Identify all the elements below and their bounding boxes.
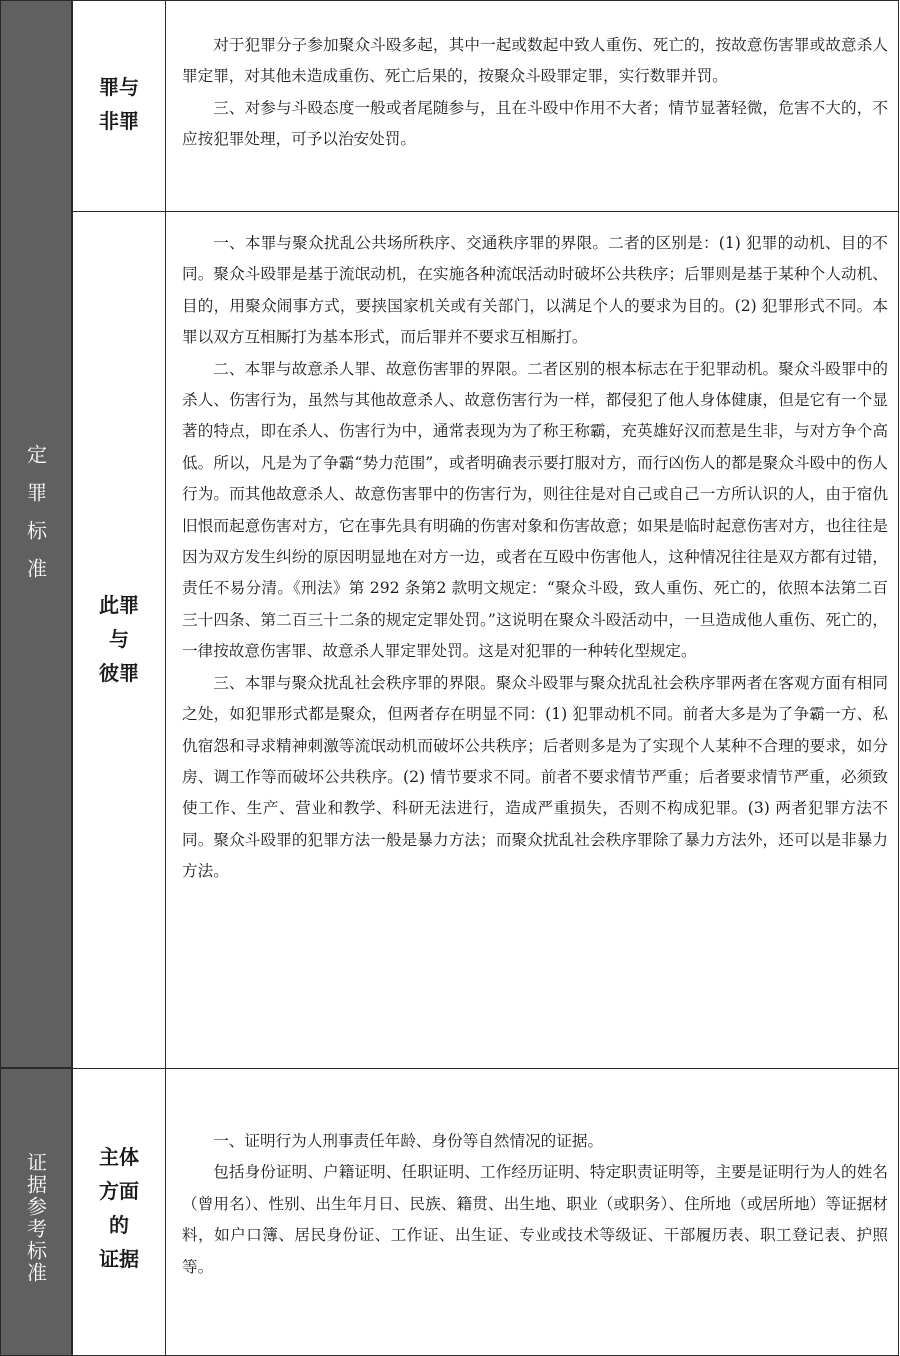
row-label-line: 证据 [99, 1247, 139, 1271]
row-label-line: 罪与 [99, 75, 139, 99]
paragraph: 三、对参与斗殴态度一般或者尾随参与，且在斗殴中作用不大者；情节显著轻微，危害不大的，不应按犯罪处理，可予以治安处罚。 [182, 98, 888, 149]
row-label-line: 方面 [99, 1179, 139, 1203]
row-label-this-vs-that-crime [72, 588, 166, 690]
row-content-this-vs-that-crime [182, 228, 888, 888]
paragraph: 一、证明行为人刑事责任年龄、身份等自然情况的证据。 [213, 1132, 604, 1150]
paragraph: 一、本罪与聚众扰乱公共场所秩序、交通秩序罪的界限。二者的区别是：(1) 犯罪的动机、目的不同。聚众斗殴罪是基于流氓动机，在实施各种流氓活动时破坏公共秩序；后罪则是基于某种个人动机、目的，用聚众闹事方式，要挟国家机关或有关部门，以满足个人的要求为目的。(2) 犯罪形式不同。本罪以双方互相厮打为基本形式，而后罪并不要求互相厮打。 [182, 234, 888, 347]
row-content-subject-evidence [182, 1126, 888, 1283]
row-label-line: 非罪 [99, 109, 139, 133]
row-label-line: 此罪 [99, 593, 139, 617]
paragraph: 三、本罪与聚众扰乱社会秩序罪的界限。聚众斗殴罪与聚众扰乱社会秩序罪两者在客观方面有相同之处，如犯罪形式都是聚众，但两者存在明显不同：(1) 犯罪动机不同。前者大多是为了争霸一方、私仇宿怨和寻求精神刺激等流氓动机而破坏公共秩序；后者则多是为了实现个人某种不合理的要求，如分房、调工作等而破坏公共秩序。(2) 情节要求不同。前者不要求情节严重；后者要求情节严重，必须致使工作、生产、营业和教学、科研无法进行，造成严重损失，否则不构成犯罪。(3) 两者犯罪方法不同。聚众斗殴罪的犯罪方法一般是暴力方法；而聚众扰乱社会秩序罪除了暴力方法外，还可以是非暴力方法。 [182, 673, 888, 881]
row-label-line: 的 [109, 1213, 129, 1237]
paragraph: 对于犯罪分子参加聚众斗殴多起，其中一起或数起中致人重伤、死亡的，按故意伤害罪或故意杀人罪定罪，对其他未造成重伤、死亡后果的，按聚众斗殴罪定罪，实行数罪并罚。 [182, 36, 888, 86]
category-label-conviction: 定罪标准 [23, 444, 48, 596]
row-content-crime-vs-noncrime [182, 30, 888, 156]
row-label-line: 与 [109, 627, 129, 651]
paragraph: 二、本罪与故意杀人罪、故意伤害罪的界限。二者区别的根本标志在于犯罪动机。聚众斗殴罪中的杀人、伤害行为，虽然与其他故意杀人、故意伤害行为一样，都侵犯了他人身体健康，但是它有一个显著的特点，即在杀人、伤害行为中，通常表现为为了称王称霸，充英雄好汉而惹是生非，与对方争个高低。所以，凡是为了争霸“势力范围”，或者明确表示要打服对方，而行凶伤人的都是聚众斗殴中的伤人行为。而其他故意杀人、故意伤害罪中的伤害行为，则往往是对自己或自己一方所认识的人，由于宿仇旧恨而起意伤害对方，它在事先具有明确的伤害对象和伤害故意；如果是临时起意伤害对方，也往往是因为双方发生纠纷的原因明显地在对方一边，或者在互殴中伤害他人，这种情况往往是双方都有过错，责任不易分清。《刑法》第 292 条第2 款明文规定：“聚众斗殴，致人重伤、死亡的，依照本法第二百三十四条、第二百三十二条的规定定罪处罚。”这说明在聚众斗殴活动中，一旦造成他人重伤、死亡的，一律按故意伤害罪、故意杀人罪定罪处罚。这是对犯罪的一种转化型规定。 [182, 359, 888, 661]
row-label-subject-evidence [72, 1140, 166, 1276]
row-label-line: 主体 [99, 1145, 139, 1169]
row-label-line: 彼罪 [99, 661, 139, 685]
paragraph: 包括身份证明、户籍证明、任职证明、工作经历证明、特定职责证明等，主要是证明行为人的姓名（曾用名）、性别、出生年月日、民族、籍贯、出生地、职业（或职务）、住所地（或居所地）等证据材料，如户口簿、居民身份证、工作证、出生证、专业或技术等级证、干部履历表、职工登记表、护照等。 [182, 1163, 888, 1276]
row-label-crime-vs-noncrime [72, 70, 166, 138]
category-label-evidence: 证据参考标准 [23, 1152, 48, 1284]
